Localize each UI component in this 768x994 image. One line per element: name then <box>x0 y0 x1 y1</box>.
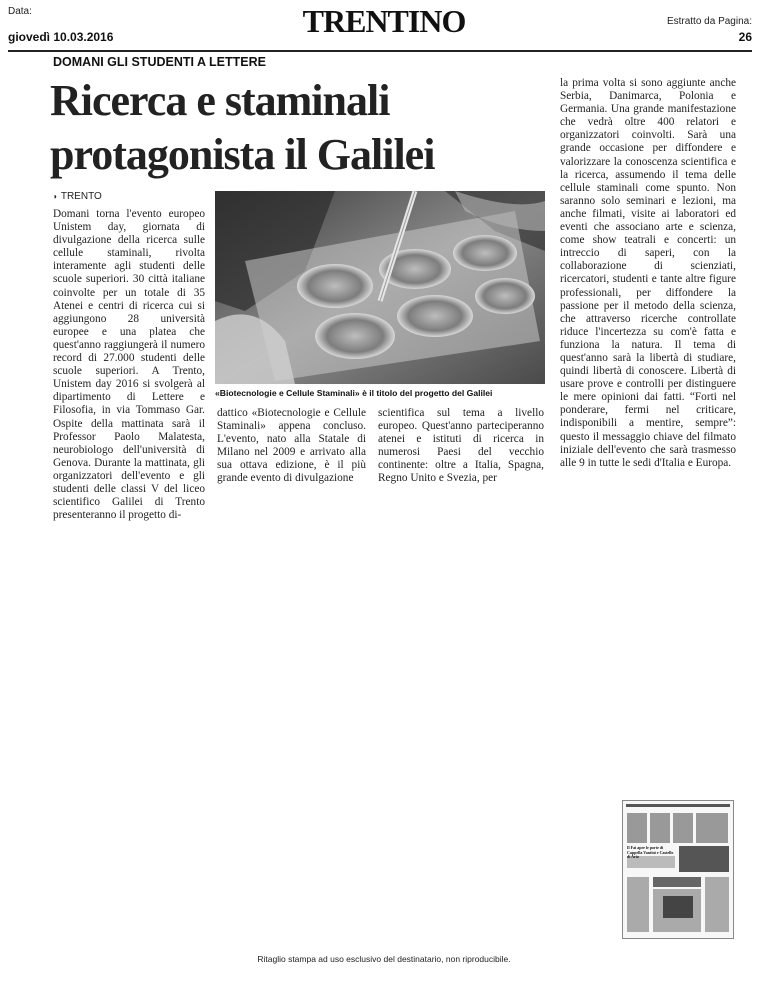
article-column-4: la prima volta si sono aggiunte anche Serbia, Danimarca, Polonia e Germania. Una grande manifestazione che vedrà oltre 400 relatori e organizzatori coinvolti. Sarà una grande occasione per diffondere e valorizzare la conoscenza scientifica e la ricerca, assumendo il tema delle cellule staminali come spunto. Non saranno solo seminari e lezioni, ma anche filmati, visite ai laboratori ed eventi che associano arte e scienza, come show teatrali e concerti: un intreccio di saperi, con la collaborazione di scienziati, ricercatori, studenti e tante altre figure professionali, per diffondere la passione per il metodo della scienza, che attraverso ricerche controllate riduce l'incertezza su com'è fatta e funziona la natura. Il tema di quest'anno sarà la libertà di studiare, quindi libertà di conoscere. Libertà di usare prove e controlli per distinguere le mere opinioni dai fatti. “Forti nel ponderare, fermi nel criticare, indisponibili a mentire, sempre”: questo il messaggio chiave del filmato iniziale dell'evento che sarà trasmesso alle 9 in tutte le sedi d'Italia e Europa. <box>560 77 736 469</box>
issue-date: giovedì 10.03.2016 <box>8 30 114 44</box>
dateline-place: TRENTO <box>60 191 102 202</box>
header-divider <box>8 50 752 52</box>
newspaper-masthead: TRENTINO <box>302 3 466 39</box>
article-dateline <box>53 191 102 202</box>
page-layout-miniature <box>623 801 733 938</box>
article-column-3: scientifica sul tema a livello europeo. Quest'anno parteciperanno atenei e istituti di ricerca in numerosi Paesi del vecchio continente: oltre a Italia, Spagna, Regno Unito e Svezia, per <box>378 407 544 485</box>
article-headline: Ricerca e staminali protagonista il Galilei <box>50 76 435 179</box>
article-kicker: DOMANI GLI STUDENTI A LETTERE <box>53 55 266 69</box>
lab-petri-dish-image <box>215 191 545 384</box>
page-number: 26 <box>738 30 752 44</box>
article-column-2: dattico «Biotecnologie e Cellule Staminali» appena concluso. L'evento, nato alla Statale di Milano nel 2009 e arrivato alla sua ottava edizione, è il più grande evento di divulgazione <box>217 407 366 485</box>
article-photo <box>215 191 545 384</box>
thumbnail-headline: Il Fai apre le porte di Cappella Vantini e Castello di Avio <box>627 845 674 859</box>
extract-label: Estratto da Pagina: <box>666 16 752 27</box>
copyright-footer: Ritaglio stampa ad uso esclusivo del destinatario, non riproducibile. <box>257 954 511 964</box>
dateline-marker-icon: ◗ <box>53 192 58 201</box>
date-label: Data: <box>8 6 32 17</box>
article-column-1: Domani torna l'evento europeo Unistem day, giornata di divulgazione della ricerca sulle cellule staminali, rivolta interamente agli studenti delle scuole superiori. 30 città italiane coinvolte per un totale di 35 Atenei e centri di ricerca cui si aggiungono 28 università europee e una platea che quest'anno raggiungerà il numero record di 27.000 studenti delle scuole superiori. A Trento, Unistem day 2016 si svolgerà al dipartimento di Lettere e Filosofia, in via Tommaso Gar. Ospite della mattinata sarà il Professor Paolo Malatesta, neurobiologo dell'università di Genova. Durante la mattinata, gli organizzatori dell'evento e gli studenti delle classi V del liceo scientifico Galilei di Trento presenteranno il progetto di- <box>53 208 205 522</box>
photo-caption: «Biotecnologie e Cellule Staminali» è il titolo del progetto del Galilei <box>215 388 493 398</box>
page-thumbnail <box>622 800 734 939</box>
